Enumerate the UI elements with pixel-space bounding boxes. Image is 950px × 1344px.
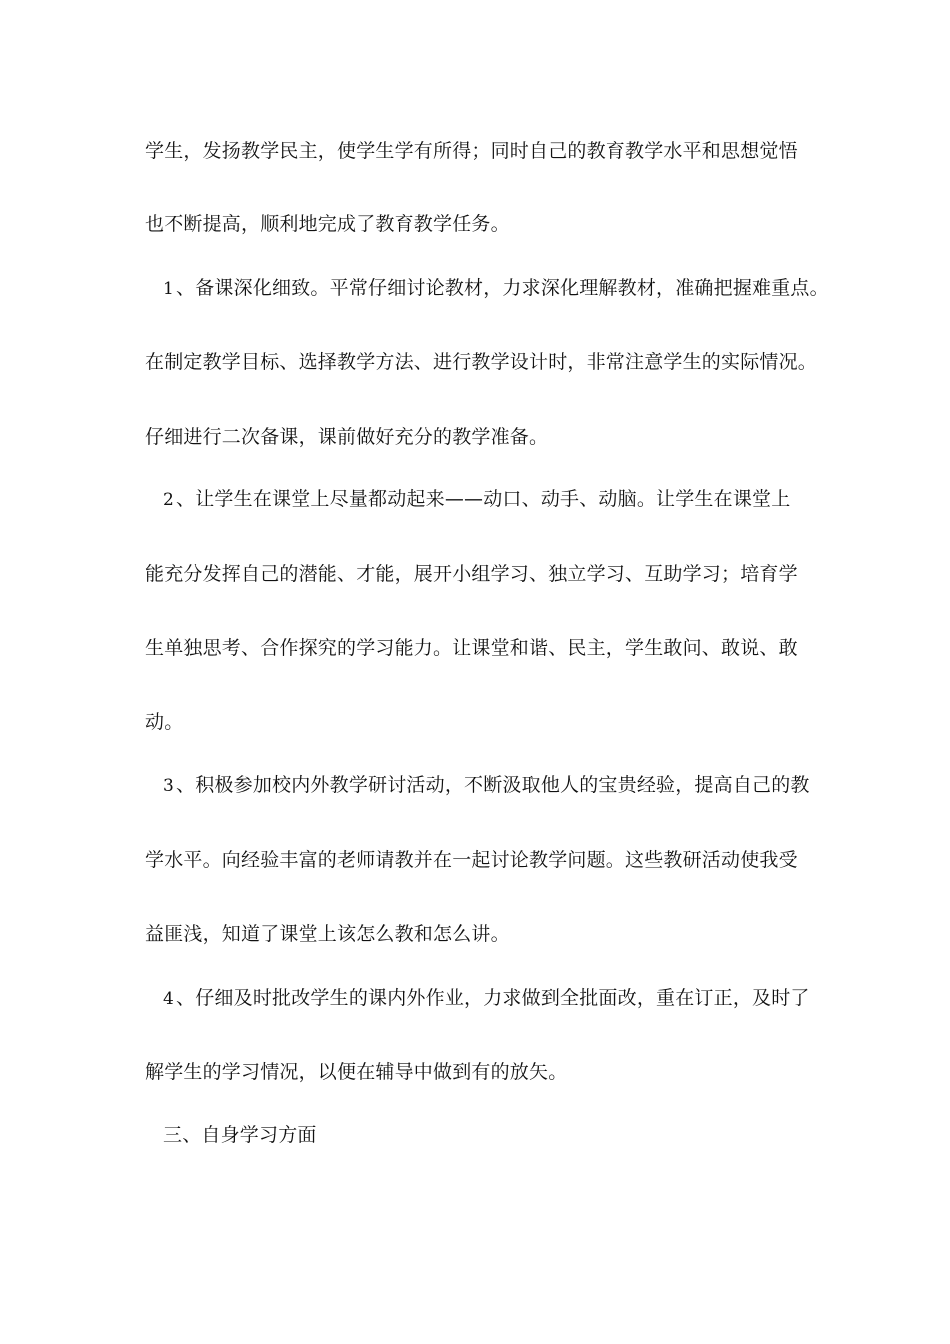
list-item-3 bbox=[163, 772, 810, 799]
list-item-text: 、仔细及时批改学生的课内外作业，力求做到全批面改，重在订正，及时了 bbox=[176, 987, 810, 1009]
paragraph-line: 也不断提高，顺利地完成了教育教学任务。 bbox=[145, 213, 510, 235]
paragraph-line: 仔细进行二次备课，课前做好充分的教学准备。 bbox=[145, 426, 549, 448]
paragraph-line: 在制定教学目标、选择教学方法、进行教学设计时，非常注意学生的实际情况。 bbox=[145, 351, 818, 373]
paragraph-line: 解学生的学习情况，以便在辅导中做到有的放矢。 bbox=[145, 1061, 568, 1083]
item-number: 4 bbox=[163, 989, 175, 1009]
paragraph-line: 能充分发挥自己的潜能、才能，展开小组学习、独立学习、互助学习；培育学 bbox=[145, 563, 798, 585]
item-number: 2 bbox=[163, 490, 175, 510]
item-number: 3 bbox=[163, 776, 175, 796]
list-item-text: 、让学生在课堂上尽量都动起来——动口、动手、动脑。让学生在课堂上 bbox=[176, 488, 791, 510]
list-item-2 bbox=[163, 486, 790, 513]
list-item-text: 、备课深化细致。平常仔细讨论教材，力求深化理解教材，准确把握难重点。 bbox=[176, 277, 829, 299]
paragraph-line: 学水平。向经验丰富的老师请教并在一起讨论教学问题。这些教研活动使我受 bbox=[145, 849, 798, 871]
section-heading: 三、自身学习方面 bbox=[163, 1124, 317, 1146]
item-number: 1 bbox=[163, 279, 175, 299]
paragraph-line: 生单独思考、合作探究的学习能力。让课堂和谐、民主，学生敢问、敢说、敢 bbox=[145, 637, 798, 659]
list-item-text: 、积极参加校内外教学研讨活动，不断汲取他人的宝贵经验，提高自己的教 bbox=[176, 774, 810, 796]
paragraph-line: 益匪浅，知道了课堂上该怎么教和怎么讲。 bbox=[145, 923, 510, 945]
list-item-4 bbox=[163, 985, 810, 1012]
paragraph-line: 学生，发扬教学民主，使学生学有所得；同时自己的教育教学水平和思想觉悟 bbox=[145, 140, 798, 162]
paragraph-line: 动。 bbox=[145, 711, 184, 733]
list-item-1 bbox=[163, 275, 829, 302]
